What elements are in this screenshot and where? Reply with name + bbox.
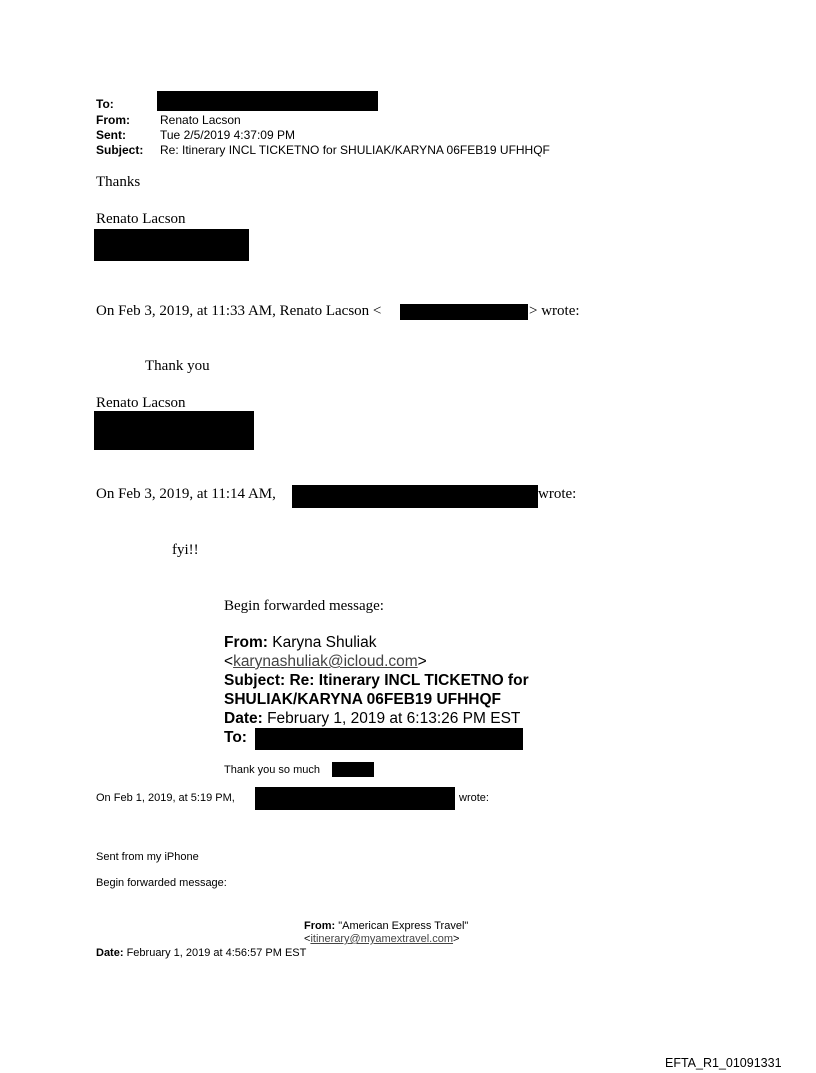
redaction-signature-1: [94, 229, 249, 261]
redaction-quote3-sender: [255, 787, 455, 810]
quote1-body: Thank you: [145, 358, 210, 374]
redaction-forward1-to: [255, 728, 523, 750]
quote1-intro-end: > wrote:: [529, 303, 580, 319]
quote3-intro-end: wrote:: [459, 792, 489, 804]
redaction-quote1-email: [400, 304, 528, 320]
quote2-body: fyi!!: [172, 542, 199, 558]
forward1-from-name: Karyna Shuliak: [272, 634, 377, 651]
forward2-from-email-line: [304, 933, 459, 945]
document-id: EFTA_R1_01091331: [665, 1056, 782, 1070]
redaction-forward1-name: [332, 762, 374, 777]
forward1-date: [224, 709, 520, 728]
quote3-forward-intro: Begin forwarded message:: [96, 877, 227, 889]
redaction-to: [157, 91, 378, 111]
quote2-intro-end: wrote:: [538, 486, 577, 502]
redaction-signature-2: [94, 411, 254, 450]
quote1-signature: Renato Lacson: [96, 395, 186, 411]
forward1-from: [224, 633, 377, 652]
forward2-from-label: From:: [304, 920, 336, 932]
forward2-date-label: Date:: [96, 947, 124, 959]
forward2-from: [304, 920, 468, 932]
forward1-from-email-link[interactable]: karynashuliak@icloud.com: [233, 653, 418, 670]
forward1-to: [224, 728, 247, 747]
redaction-quote2-sender: [292, 485, 538, 508]
forward1-subject: [224, 671, 529, 690]
sent-label: Sent:: [96, 128, 126, 142]
quote3-intro-start: On Feb 1, 2019, at 5:19 PM,: [96, 792, 235, 804]
email-bracket-open: <: [224, 653, 234, 670]
forward1-date-label: Date:: [224, 710, 263, 727]
sent-value: Tue 2/5/2019 4:37:09 PM: [160, 128, 295, 142]
forward1-subject-line2: SHULIAK/KARYNA 06FEB19 UFHHQF: [224, 691, 502, 708]
forward1-to-label: To:: [224, 729, 247, 746]
forward2-date: [96, 947, 306, 959]
forward2-from-name: "American Express Travel": [338, 920, 469, 932]
forward2-from-email-link[interactable]: itinerary@myamextravel.com: [310, 933, 454, 945]
forward1-subject-line1: Re: Itinerary INCL TICKETNO for: [289, 672, 529, 689]
forward1-body: Thank you so much: [224, 764, 320, 776]
forward1-subject-label: Subject:: [224, 672, 286, 689]
forward1-date-value: February 1, 2019 at 6:13:26 PM EST: [267, 710, 521, 727]
sent-from-iphone: Sent from my iPhone: [96, 851, 199, 863]
to-label: To:: [96, 97, 114, 111]
email-bracket-close: >: [453, 933, 460, 945]
email-bracket-open: <: [304, 933, 311, 945]
subject-value: Re: Itinerary INCL TICKETNO for SHULIAK/KARYNA 06FEB19 UFHHQF: [160, 143, 550, 157]
quote1-intro-start: On Feb 3, 2019, at 11:33 AM, Renato Lacson <: [96, 303, 382, 319]
forward1-intro: Begin forwarded message:: [224, 598, 384, 614]
forward1-subject-cont: [224, 690, 501, 709]
from-value: Renato Lacson: [160, 113, 241, 127]
forward1-from-email-line: [224, 652, 427, 671]
forward1-from-label: From:: [224, 634, 268, 651]
forward2-date-value: February 1, 2019 at 4:56:57 PM EST: [126, 947, 307, 959]
email-bracket-close: >: [417, 653, 427, 670]
subject-label: Subject:: [96, 143, 144, 157]
reply-body: Thanks: [96, 174, 141, 190]
quote2-intro-start: On Feb 3, 2019, at 11:14 AM,: [96, 486, 276, 502]
reply-signature: Renato Lacson: [96, 211, 186, 227]
from-label: From:: [96, 113, 130, 127]
